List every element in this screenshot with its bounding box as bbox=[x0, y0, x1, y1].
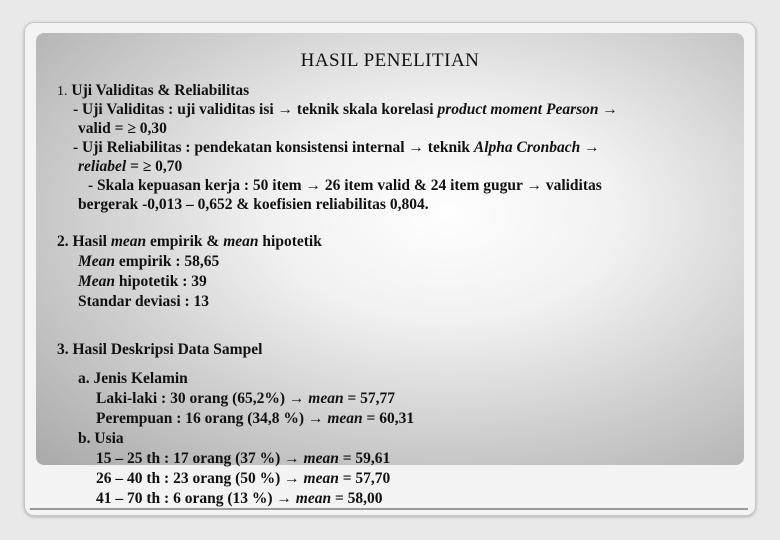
page-title: HASIL PENELITIAN bbox=[300, 50, 480, 71]
reliability-line2 bbox=[78, 157, 182, 176]
age1-count: 15 – 25 th : 17 orang (37 %) bbox=[96, 450, 285, 467]
reliability-arrow: → bbox=[580, 139, 600, 156]
satisfaction-line1 bbox=[78, 176, 729, 195]
arrow-icon: → bbox=[276, 490, 292, 507]
reliability-method: Alpha Cronbach bbox=[473, 139, 581, 156]
age-row-3 bbox=[96, 489, 383, 508]
section1-number: 1. bbox=[57, 84, 68, 99]
satisfaction-text: - Skala kepuasan kerja : 50 item → 26 item valid & 24 item gugur → validitas bbox=[88, 177, 602, 194]
age2-mean-value: = 57,70 bbox=[338, 470, 391, 487]
male-row bbox=[96, 389, 395, 408]
satisfaction-line2: bergerak -0,013 – 0,652 & koefisien reliabilitas 0,804. bbox=[78, 196, 429, 213]
female-mean-value: = 60,31 bbox=[362, 410, 415, 427]
mean-word: mean bbox=[223, 233, 259, 250]
reliability-line1 bbox=[73, 138, 600, 157]
reliability-text: - Uji Reliabilitas : pendekatan konsistensi internal → teknik bbox=[73, 139, 474, 156]
section2-heading-text: 2. Hasil bbox=[57, 233, 111, 250]
reliability-threshold: = ≥ 0,70 bbox=[126, 158, 183, 175]
mean-word: Mean bbox=[78, 253, 116, 270]
hypothetical-mean-value: hipotetik : 39 bbox=[115, 273, 207, 290]
age-row-1 bbox=[96, 449, 390, 468]
arrow-icon: → bbox=[288, 390, 305, 407]
section1-heading-line bbox=[57, 81, 249, 101]
section1-heading: Uji Validitas & Reliabilitas bbox=[71, 82, 250, 99]
age3-count: 41 – 70 th : 6 orang (13 %) bbox=[96, 490, 277, 507]
mean-word: mean bbox=[110, 233, 147, 250]
age-label: b. Usia bbox=[78, 430, 124, 447]
mean-word: mean bbox=[308, 390, 344, 407]
male-mean-value: = 57,77 bbox=[343, 390, 396, 407]
mean-word: Mean bbox=[78, 273, 116, 290]
section3-heading: 3. Hasil Deskripsi Data Sampel bbox=[57, 341, 263, 358]
hypothetical-mean bbox=[78, 272, 207, 291]
age1-mean-value: = 59,61 bbox=[338, 450, 391, 467]
male-count: Laki-laki : 30 orang (65,2%) bbox=[96, 390, 289, 407]
section2-heading-suffix: hipotetik bbox=[258, 233, 322, 250]
gender-label: a. Jenis Kelamin bbox=[78, 370, 188, 387]
validity-text: - Uji Validitas : uji validitas isi → teknik skala korelasi bbox=[73, 101, 438, 118]
age-row-2 bbox=[96, 469, 390, 488]
female-count: Perempuan : 16 orang (34,8 %) bbox=[96, 410, 308, 427]
arrow-icon: → bbox=[284, 470, 300, 487]
validity-line2: valid = ≥ 0,30 bbox=[78, 120, 167, 137]
mean-word: mean bbox=[303, 450, 339, 467]
age2-count: 26 – 40 th : 23 orang (50 %) bbox=[96, 470, 285, 487]
arrow-icon: → bbox=[307, 410, 324, 427]
mean-word: mean bbox=[295, 490, 332, 507]
arrow-icon: → bbox=[284, 450, 300, 467]
section2-heading bbox=[57, 232, 322, 251]
empirical-mean-value: empirik : 58,65 bbox=[115, 253, 220, 270]
empirical-mean bbox=[78, 252, 219, 271]
mean-word: mean bbox=[327, 410, 363, 427]
section2-heading-middle: empirik & bbox=[146, 233, 224, 250]
mean-word: mean bbox=[303, 470, 339, 487]
validity-method: product moment Pearson bbox=[437, 101, 599, 118]
age3-mean-value: = 58,00 bbox=[331, 490, 383, 507]
validity-arrow: → bbox=[598, 101, 618, 118]
std-dev: Standar deviasi : 13 bbox=[78, 293, 210, 310]
frame-bottom-line bbox=[30, 508, 748, 510]
female-row bbox=[96, 409, 414, 428]
reliability-word: reliabel bbox=[78, 158, 127, 175]
validity-line1 bbox=[73, 100, 618, 119]
